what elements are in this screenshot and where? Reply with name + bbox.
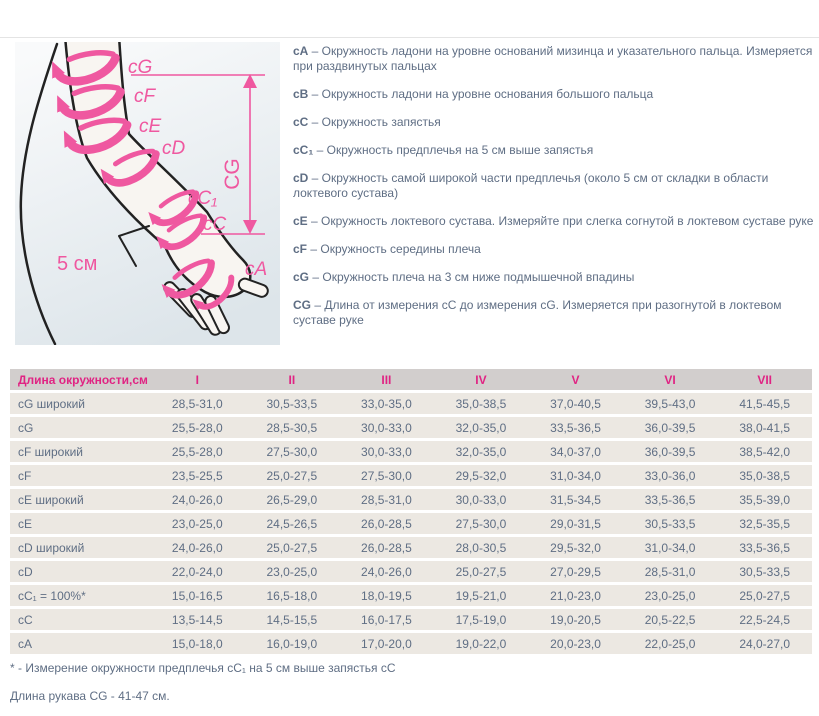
- row-label: cF: [10, 465, 150, 486]
- range-cell: 32,0-35,0: [434, 441, 529, 462]
- range-cell: 19,5-21,0: [434, 585, 529, 606]
- range-cell: 18,0-19,5: [339, 585, 434, 606]
- range-cell: 33,0-35,0: [339, 393, 434, 414]
- range-cell: 28,5-31,0: [623, 561, 718, 582]
- range-cell: 24,0-27,0: [717, 633, 812, 654]
- ring-label-cA: cA: [245, 259, 268, 280]
- range-cell: 31,0-34,0: [528, 465, 623, 486]
- range-cell: 25,0-27,5: [717, 585, 812, 606]
- distance-5cm-label: 5 см: [57, 253, 98, 275]
- row-label: cG: [10, 417, 150, 438]
- size-table: [10, 366, 812, 657]
- measurement-description: cF – Окружность середины плеча: [293, 242, 481, 256]
- arm-illustration: [15, 42, 280, 345]
- measurement-term: cB: [293, 87, 309, 101]
- table-column-header: V: [528, 369, 623, 390]
- range-cell: 25,0-27,5: [434, 561, 529, 582]
- table-column-header: I: [150, 369, 245, 390]
- measurement-term: CG: [293, 298, 311, 312]
- range-cell: 30,5-33,5: [623, 513, 718, 534]
- table-header-row: [10, 369, 812, 390]
- table-row: [10, 417, 812, 438]
- range-cell: 20,5-22,5: [623, 609, 718, 630]
- range-cell: 23,5-25,5: [150, 465, 245, 486]
- range-cell: 15,0-18,0: [150, 633, 245, 654]
- row-label: cG широкий: [10, 393, 150, 414]
- range-cell: 28,0-30,5: [434, 537, 529, 558]
- ring-label-cF: cF: [134, 86, 156, 107]
- range-cell: 30,0-33,0: [434, 489, 529, 510]
- range-cell: 28,5-30,5: [245, 417, 340, 438]
- row-label: cA: [10, 633, 150, 654]
- range-cell: 24,5-26,5: [245, 513, 340, 534]
- range-cell: 32,0-35,0: [434, 417, 529, 438]
- table-corner-label: Длина окружности,см: [10, 369, 150, 390]
- range-cell: 31,0-34,0: [623, 537, 718, 558]
- footnote-asterisk: * - Измерение окружности предплечья cC₁ на 5 см выше запястья cC: [10, 661, 396, 675]
- range-cell: 37,0-40,5: [528, 393, 623, 414]
- measurement-description: cB – Окружность ладони на уровне основания большого пальца: [293, 87, 654, 101]
- range-cell: 33,5-36,5: [528, 417, 623, 438]
- table-row: [10, 393, 812, 414]
- range-cell: 21,0-23,0: [528, 585, 623, 606]
- range-cell: 38,5-42,0: [717, 441, 812, 462]
- range-cell: 28,5-31,0: [150, 393, 245, 414]
- table-column-header: IV: [434, 369, 529, 390]
- range-cell: 34,0-37,0: [528, 441, 623, 462]
- size-table-wrap: [10, 366, 812, 657]
- range-cell: 24,0-26,0: [150, 489, 245, 510]
- top-divider: [0, 37, 819, 38]
- range-cell: 30,0-33,0: [339, 417, 434, 438]
- row-label: cF широкий: [10, 441, 150, 462]
- table-column-header: VI: [623, 369, 718, 390]
- row-label: cD: [10, 561, 150, 582]
- table-row: [10, 609, 812, 630]
- measurement-diagram: [15, 42, 280, 345]
- range-cell: 36,0-39,5: [623, 441, 718, 462]
- range-cell: 33,0-36,0: [623, 465, 718, 486]
- range-cell: 19,0-22,0: [434, 633, 529, 654]
- range-cell: 38,0-41,5: [717, 417, 812, 438]
- table-row: [10, 441, 812, 462]
- measurement-term: cC: [293, 115, 309, 129]
- ring-label-cG: cG: [128, 57, 153, 78]
- range-cell: 22,0-25,0: [623, 633, 718, 654]
- range-cell: 29,5-32,0: [434, 465, 529, 486]
- measurement-term: cA: [293, 44, 309, 58]
- range-cell: 29,5-32,0: [528, 537, 623, 558]
- range-cell: 16,0-19,0: [245, 633, 340, 654]
- range-cell: 27,5-30,0: [434, 513, 529, 534]
- table-column-header: II: [245, 369, 340, 390]
- row-label: cE широкий: [10, 489, 150, 510]
- range-cell: 31,5-34,5: [528, 489, 623, 510]
- range-cell: 26,5-29,0: [245, 489, 340, 510]
- range-cell: 23,0-25,0: [150, 513, 245, 534]
- ring-label-cD: cD: [162, 138, 186, 159]
- range-cell: 30,0-33,0: [339, 441, 434, 462]
- table-row: [10, 489, 812, 510]
- ring-label-cC1: cC₁: [188, 188, 218, 209]
- range-cell: 23,0-25,0: [623, 585, 718, 606]
- range-cell: 27,5-30,0: [245, 441, 340, 462]
- measurement-description: cE – Окружность локтевого сустава. Измеряйте при слегка согнутой в локтевом суставе руке: [293, 214, 814, 228]
- row-label: cC: [10, 609, 150, 630]
- range-cell: 19,0-20,5: [528, 609, 623, 630]
- range-cell: 27,0-29,5: [528, 561, 623, 582]
- table-row: [10, 465, 812, 486]
- range-cell: 24,0-26,0: [150, 537, 245, 558]
- range-cell: 29,0-31,5: [528, 513, 623, 534]
- table-body: [10, 393, 812, 654]
- cg-length-label: CG: [221, 158, 244, 190]
- measurement-term: cD: [293, 171, 309, 185]
- measurement-description: cG – Окружность плеча на 3 см ниже подмышечной впадины: [293, 270, 635, 284]
- row-label: cE: [10, 513, 150, 534]
- range-cell: 28,5-31,0: [339, 489, 434, 510]
- measurement-descriptions: [293, 44, 815, 341]
- range-cell: 32,5-35,5: [717, 513, 812, 534]
- table-row: [10, 513, 812, 534]
- range-cell: 30,5-33,5: [245, 393, 340, 414]
- range-cell: 17,0-20,0: [339, 633, 434, 654]
- measurement-term: cC₁: [293, 143, 314, 157]
- sleeve-length-note: Длина рукава CG - 41-47 см.: [10, 689, 170, 703]
- range-cell: 25,5-28,0: [150, 441, 245, 462]
- range-cell: 26,0-28,5: [339, 513, 434, 534]
- range-cell: 24,0-26,0: [339, 561, 434, 582]
- table-row: [10, 561, 812, 582]
- range-cell: 33,5-36,5: [717, 537, 812, 558]
- measurement-description: cA – Окружность ладони на уровне оснований мизинца и указательного пальца. Измеряется при раздвинутых пальцах: [293, 44, 813, 73]
- row-label: cD широкий: [10, 537, 150, 558]
- range-cell: 20,0-23,0: [528, 633, 623, 654]
- measurement-description: CG – Длина от измерения cC до измерения cG. Измеряется при разогнутой в локтевом суставе руке: [293, 298, 782, 327]
- range-cell: 16,5-18,0: [245, 585, 340, 606]
- measurement-term: cF: [293, 242, 308, 256]
- range-cell: 35,5-39,0: [717, 489, 812, 510]
- range-cell: 27,5-30,0: [339, 465, 434, 486]
- range-cell: 25,5-28,0: [150, 417, 245, 438]
- range-cell: 35,0-38,5: [717, 465, 812, 486]
- range-cell: 36,0-39,5: [623, 417, 718, 438]
- range-cell: 15,0-16,5: [150, 585, 245, 606]
- ring-label-cE: cE: [139, 116, 162, 137]
- range-cell: 30,5-33,5: [717, 561, 812, 582]
- range-cell: 23,0-25,0: [245, 561, 340, 582]
- measurement-description: cC₁ – Окружность предплечья на 5 см выше запястья: [293, 143, 594, 157]
- measurement-term: cE: [293, 214, 308, 228]
- table-row: [10, 537, 812, 558]
- row-label: cC₁ = 100%*: [10, 585, 150, 606]
- table-column-header: VII: [717, 369, 812, 390]
- range-cell: 17,5-19,0: [434, 609, 529, 630]
- range-cell: 39,5-43,0: [623, 393, 718, 414]
- table-column-header: III: [339, 369, 434, 390]
- range-cell: 26,0-28,5: [339, 537, 434, 558]
- range-cell: 22,5-24,5: [717, 609, 812, 630]
- measurement-description: cD – Окружность самой широкой части предплечья (около 5 см от складки в области локтевого сустава): [293, 171, 769, 200]
- range-cell: 22,0-24,0: [150, 561, 245, 582]
- range-cell: 41,5-45,5: [717, 393, 812, 414]
- range-cell: 25,0-27,5: [245, 465, 340, 486]
- range-cell: 25,0-27,5: [245, 537, 340, 558]
- measurement-description: cC – Окружность запястья: [293, 115, 441, 129]
- ring-label-cC: cC: [203, 214, 227, 235]
- range-cell: 16,0-17,5: [339, 609, 434, 630]
- measurement-term: cG: [293, 270, 310, 284]
- range-cell: 14,5-15,5: [245, 609, 340, 630]
- range-cell: 13,5-14,5: [150, 609, 245, 630]
- range-cell: 35,0-38,5: [434, 393, 529, 414]
- table-row: [10, 633, 812, 654]
- table-row: [10, 585, 812, 606]
- range-cell: 33,5-36,5: [623, 489, 718, 510]
